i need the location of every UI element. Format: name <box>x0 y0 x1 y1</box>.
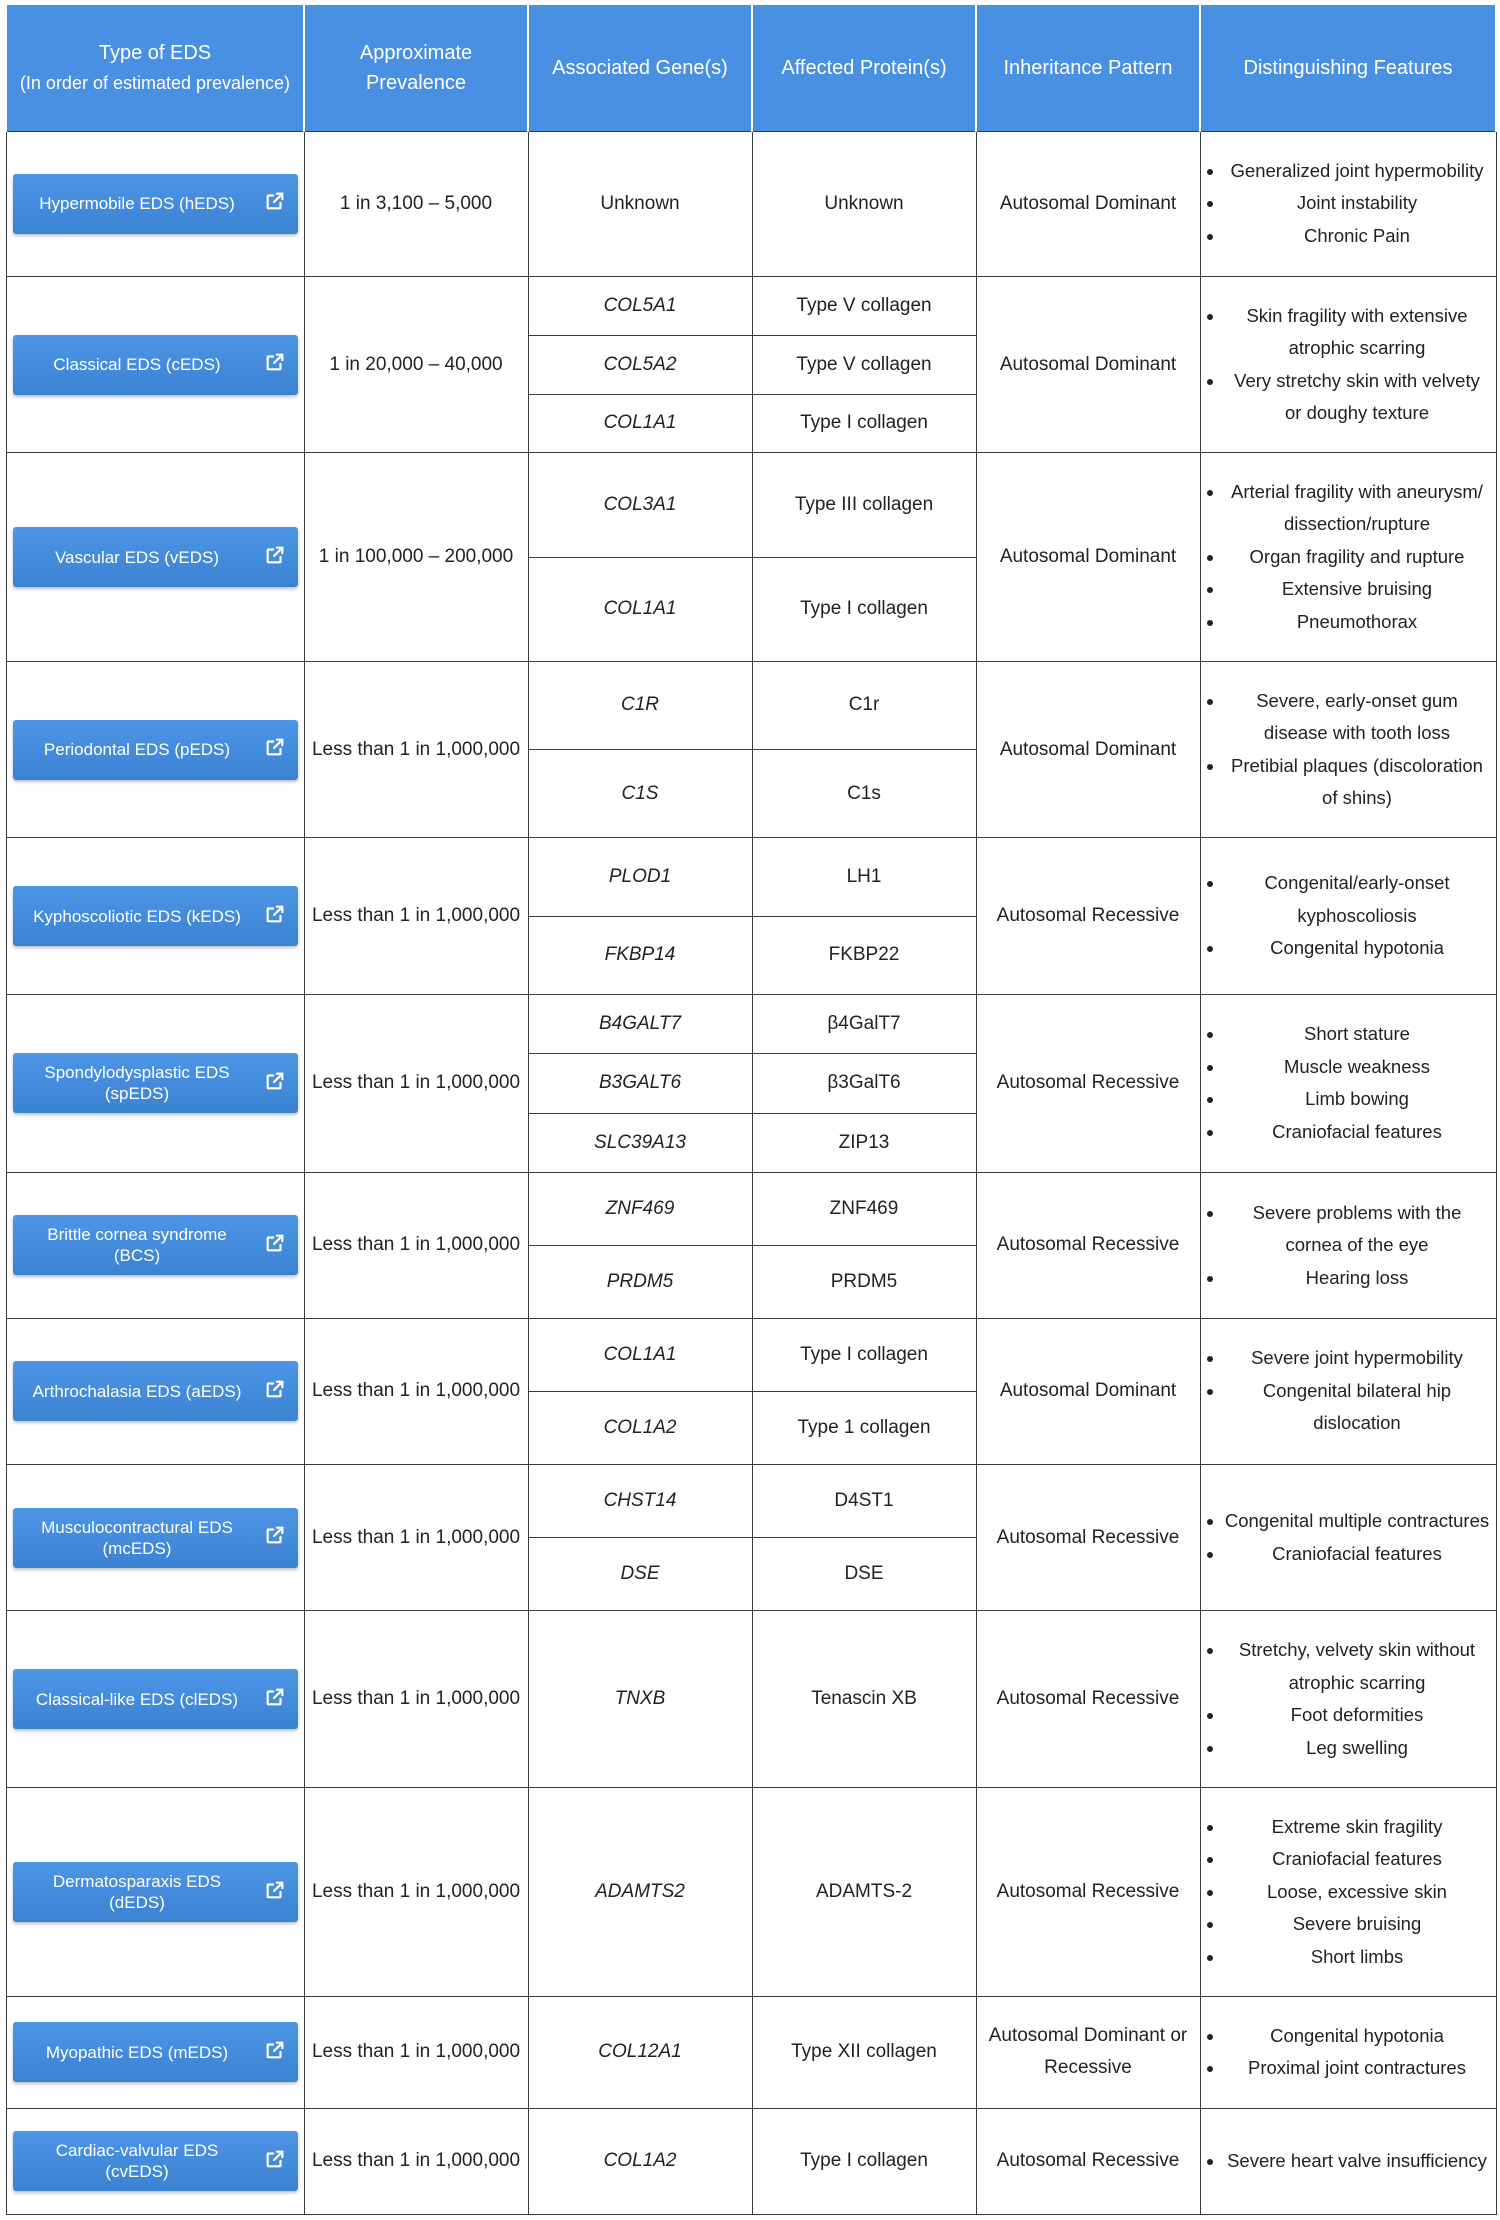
feature-item: • Hearing loss <box>1225 1262 1490 1295</box>
table-row <box>6 838 1496 916</box>
feature-item: • Short limbs <box>1225 1941 1490 1974</box>
prevalence-cell: 1 in 3,100 – 5,000 <box>304 131 528 276</box>
gene-cell: TNXB <box>528 1611 752 1787</box>
type-cell <box>6 661 304 837</box>
header-type-subtitle: (In order of estimated prevalence) <box>19 72 291 93</box>
eds-type-button[interactable] <box>13 335 298 395</box>
protein-cell: C1s <box>752 750 976 838</box>
feature-item: • Congenital multiple contractures <box>1225 1505 1490 1538</box>
gene-cell: COL1A1 <box>528 394 752 453</box>
prevalence-cell: Less than 1 in 1,000,000 <box>304 1997 528 2108</box>
feature-item: • Generalized joint hypermobility <box>1225 155 1490 188</box>
features-list <box>1207 867 1490 965</box>
features-list <box>1207 1197 1490 1295</box>
feature-item: • Pretibial plaques (discoloration of shins) <box>1225 750 1490 815</box>
type-cell <box>6 2108 304 2214</box>
protein-cell: Type I collagen <box>752 1318 976 1391</box>
protein-cell: Type 1 collagen <box>752 1391 976 1464</box>
eds-type-label: Kyphoscoliotic EDS (kEDS) <box>33 906 241 926</box>
protein-cell: C1r <box>752 661 976 749</box>
table-row <box>6 661 1496 749</box>
gene-cell: COL12A1 <box>528 1997 752 2108</box>
eds-type-label: Myopathic EDS (mEDS) <box>45 2042 229 2062</box>
protein-cell: ZIP13 <box>752 1113 976 1172</box>
feature-item: • Organ fragility and rupture <box>1225 541 1490 574</box>
features-list <box>1207 1811 1490 1974</box>
prevalence-cell: 1 in 20,000 – 40,000 <box>304 276 528 452</box>
feature-item: • Craniofacial features <box>1225 1843 1490 1876</box>
external-link-icon <box>264 1232 286 1259</box>
features-cell <box>1200 1464 1496 1610</box>
prevalence-cell: Less than 1 in 1,000,000 <box>304 2108 528 2214</box>
type-cell <box>6 1787 304 1997</box>
feature-item: • Pneumothorax <box>1225 606 1490 639</box>
table-row <box>6 1997 1496 2108</box>
protein-cell: Unknown <box>752 131 976 276</box>
gene-cell: COL1A2 <box>528 1391 752 1464</box>
table-row <box>6 1611 1496 1787</box>
feature-item: • Severe problems with the cornea of the eye <box>1225 1197 1490 1262</box>
type-cell <box>6 838 304 994</box>
type-cell <box>6 1997 304 2108</box>
type-cell <box>6 1318 304 1464</box>
header-prevalence: Approximate Prevalence <box>304 5 528 131</box>
feature-item: • Craniofacial features <box>1225 1538 1490 1571</box>
inheritance-cell: Autosomal Recessive <box>976 2108 1200 2214</box>
gene-cell: PRDM5 <box>528 1245 752 1318</box>
protein-cell: ZNF469 <box>752 1173 976 1246</box>
inheritance-cell: Autosomal Recessive <box>976 1787 1200 1997</box>
prevalence-cell: Less than 1 in 1,000,000 <box>304 1611 528 1787</box>
features-cell <box>1200 131 1496 276</box>
gene-cell: COL1A1 <box>528 1318 752 1391</box>
feature-item: • Severe joint hypermobility <box>1225 1342 1490 1375</box>
type-cell <box>6 131 304 276</box>
protein-cell: FKBP22 <box>752 916 976 994</box>
features-cell <box>1200 1997 1496 2108</box>
protein-cell: Tenascin XB <box>752 1611 976 1787</box>
header-inheritance: Inheritance Pattern <box>976 5 1200 131</box>
features-list <box>1207 1342 1490 1440</box>
feature-item: • Congenital bilateral hip dislocation <box>1225 1375 1490 1440</box>
gene-cell: ADAMTS2 <box>528 1787 752 1997</box>
feature-item: • Severe heart valve insufficiency <box>1225 2145 1490 2178</box>
feature-item: • Foot deformities <box>1225 1699 1490 1732</box>
external-link-icon <box>264 1524 286 1551</box>
gene-cell: DSE <box>528 1538 752 1611</box>
inheritance-cell: Autosomal Dominant <box>976 131 1200 276</box>
external-link-icon <box>264 1070 286 1097</box>
eds-type-label: Classical EDS (cEDS) <box>53 355 221 375</box>
prevalence-cell: Less than 1 in 1,000,000 <box>304 838 528 994</box>
features-list <box>1207 1018 1490 1148</box>
table-row <box>6 1787 1496 1997</box>
gene-cell: COL3A1 <box>528 453 752 557</box>
external-link-icon <box>264 1686 286 1713</box>
header-row <box>6 5 1496 131</box>
features-cell <box>1200 1318 1496 1464</box>
features-list <box>1207 685 1490 815</box>
inheritance-cell: Autosomal Recessive <box>976 1173 1200 1318</box>
protein-cell: Type I collagen <box>752 394 976 453</box>
external-link-icon <box>264 1879 286 1906</box>
feature-item: • Congenital/early-onset kyphoscoliosis <box>1225 867 1490 932</box>
gene-cell: COL5A2 <box>528 335 752 394</box>
eds-type-button[interactable] <box>13 2131 298 2191</box>
eds-type-button[interactable] <box>13 1508 298 1568</box>
feature-item: • Extensive bruising <box>1225 573 1490 606</box>
eds-types-table <box>5 5 1497 2215</box>
type-cell <box>6 1173 304 1318</box>
inheritance-cell: Autosomal Dominant <box>976 661 1200 837</box>
inheritance-cell: Autosomal Recessive <box>976 838 1200 994</box>
inheritance-cell: Autosomal Dominant <box>976 1318 1200 1464</box>
header-genes: Associated Gene(s) <box>528 5 752 131</box>
type-cell <box>6 994 304 1172</box>
protein-cell: D4ST1 <box>752 1464 976 1537</box>
header-type-title: Type of EDS <box>98 41 212 64</box>
inheritance-cell: Autosomal Recessive <box>976 1611 1200 1787</box>
gene-cell: SLC39A13 <box>528 1113 752 1172</box>
protein-cell: β3GalT6 <box>752 1054 976 1113</box>
feature-item: • Extreme skin fragility <box>1225 1811 1490 1844</box>
external-link-icon <box>264 544 286 571</box>
prevalence-cell: Less than 1 in 1,000,000 <box>304 1464 528 1610</box>
gene-cell: C1R <box>528 661 752 749</box>
eds-type-label: Dermatosparaxis EDS (dEDS) <box>52 1872 222 1913</box>
inheritance-cell: Autosomal Dominant or Recessive <box>976 1997 1200 2108</box>
external-link-icon <box>264 1378 286 1405</box>
protein-cell: Type XII collagen <box>752 1997 976 2108</box>
type-cell <box>6 1611 304 1787</box>
features-list <box>1207 155 1490 253</box>
external-link-icon <box>264 190 286 217</box>
features-cell <box>1200 276 1496 452</box>
features-cell <box>1200 453 1496 662</box>
eds-type-button[interactable] <box>13 1053 298 1113</box>
feature-item: • Proximal joint contractures <box>1225 2052 1490 2085</box>
type-cell <box>6 1464 304 1610</box>
features-list <box>1207 300 1490 430</box>
prevalence-cell: Less than 1 in 1,000,000 <box>304 661 528 837</box>
gene-cell: FKBP14 <box>528 916 752 994</box>
eds-type-button[interactable] <box>13 527 298 587</box>
gene-cell: B4GALT7 <box>528 994 752 1053</box>
feature-item: • Limb bowing <box>1225 1083 1490 1116</box>
inheritance-cell: Autosomal Dominant <box>976 276 1200 452</box>
features-cell <box>1200 838 1496 994</box>
features-list <box>1207 1505 1490 1570</box>
protein-cell: β4GalT7 <box>752 994 976 1053</box>
feature-item: • Congenital hypotonia <box>1225 932 1490 965</box>
feature-item: • Severe bruising <box>1225 1908 1490 1941</box>
eds-type-button[interactable] <box>13 174 298 234</box>
table-row <box>6 2108 1496 2214</box>
features-list <box>1207 2020 1490 2085</box>
feature-item: • Severe, early-onset gum disease with tooth loss <box>1225 685 1490 750</box>
feature-item: • Arterial fragility with aneurysm/ dissection/rupture <box>1225 476 1490 541</box>
table-row <box>6 131 1496 276</box>
gene-cell: PLOD1 <box>528 838 752 916</box>
feature-item: • Skin fragility with extensive atrophic scarring <box>1225 300 1490 365</box>
table-row <box>6 276 1496 335</box>
features-cell <box>1200 1611 1496 1787</box>
eds-type-label: Vascular EDS (vEDS) <box>54 547 220 567</box>
protein-cell: Type III collagen <box>752 453 976 557</box>
gene-cell: COL1A2 <box>528 2108 752 2214</box>
protein-cell: Type V collagen <box>752 276 976 335</box>
eds-type-button[interactable] <box>13 1669 298 1729</box>
type-cell <box>6 453 304 662</box>
features-cell <box>1200 1173 1496 1318</box>
features-cell <box>1200 994 1496 1172</box>
eds-type-button[interactable] <box>13 1215 298 1275</box>
eds-type-button[interactable] <box>13 2022 298 2082</box>
eds-type-label: Periodontal EDS (pEDS) <box>43 740 231 760</box>
prevalence-cell: Less than 1 in 1,000,000 <box>304 1173 528 1318</box>
feature-item: • Stretchy, velvety skin without atrophic scarring <box>1225 1634 1490 1699</box>
external-link-icon <box>264 2148 286 2175</box>
table-row <box>6 994 1496 1053</box>
table-row <box>6 1318 1496 1391</box>
prevalence-cell: Less than 1 in 1,000,000 <box>304 1318 528 1464</box>
header-features: Distinguishing Features <box>1200 5 1496 131</box>
header-proteins: Affected Protein(s) <box>752 5 976 131</box>
inheritance-cell: Autosomal Recessive <box>976 994 1200 1172</box>
feature-item: • Congenital hypotonia <box>1225 2020 1490 2053</box>
gene-cell: CHST14 <box>528 1464 752 1537</box>
feature-item: • Leg swelling <box>1225 1732 1490 1765</box>
protein-cell: Type I collagen <box>752 557 976 661</box>
external-link-icon <box>264 351 286 378</box>
feature-item: • Joint instability <box>1225 187 1490 220</box>
header-type <box>6 5 304 131</box>
gene-cell: ZNF469 <box>528 1173 752 1246</box>
protein-cell: DSE <box>752 1538 976 1611</box>
feature-item: • Chronic Pain <box>1225 220 1490 253</box>
feature-item: • Short stature <box>1225 1018 1490 1051</box>
eds-type-label: Cardiac-valvular EDS (cvEDS) <box>55 2141 219 2182</box>
eds-type-label: Spondylodysplastic EDS (spEDS) <box>44 1063 230 1104</box>
gene-cell: B3GALT6 <box>528 1054 752 1113</box>
eds-type-button[interactable] <box>13 1361 298 1421</box>
table-row <box>6 1173 1496 1246</box>
external-link-icon <box>264 2039 286 2066</box>
eds-type-button[interactable] <box>13 720 298 780</box>
table-row <box>6 1464 1496 1537</box>
eds-type-button[interactable] <box>13 886 298 946</box>
eds-type-label: Brittle cornea syndrome (BCS) <box>47 1225 227 1266</box>
protein-cell: PRDM5 <box>752 1245 976 1318</box>
protein-cell: Type V collagen <box>752 335 976 394</box>
prevalence-cell: Less than 1 in 1,000,000 <box>304 1787 528 1997</box>
gene-cell: C1S <box>528 750 752 838</box>
external-link-icon <box>264 736 286 763</box>
feature-item: • Muscle weakness <box>1225 1051 1490 1084</box>
inheritance-cell: Autosomal Recessive <box>976 1464 1200 1610</box>
eds-type-label: Musculocontractural EDS (mcEDS) <box>41 1517 233 1558</box>
eds-type-label: Arthrochalasia EDS (aEDS) <box>32 1381 242 1401</box>
features-list <box>1207 2145 1490 2178</box>
feature-item: • Craniofacial features <box>1225 1116 1490 1149</box>
external-link-icon <box>264 903 286 930</box>
protein-cell: Type I collagen <box>752 2108 976 2214</box>
table-row <box>6 453 1496 557</box>
eds-type-label: Hypermobile EDS (hEDS) <box>39 194 235 214</box>
features-list <box>1207 476 1490 639</box>
table-body <box>6 131 1496 2215</box>
gene-cell: COL1A1 <box>528 557 752 661</box>
protein-cell: ADAMTS-2 <box>752 1787 976 1997</box>
type-cell <box>6 276 304 452</box>
feature-item: • Loose, excessive skin <box>1225 1876 1490 1909</box>
prevalence-cell: Less than 1 in 1,000,000 <box>304 994 528 1172</box>
gene-cell: COL5A1 <box>528 276 752 335</box>
protein-cell: LH1 <box>752 838 976 916</box>
features-list <box>1207 1634 1490 1764</box>
feature-item: • Very stretchy skin with velvety or doughy texture <box>1225 365 1490 430</box>
features-cell <box>1200 1787 1496 1997</box>
eds-type-label: Classical-like EDS (clEDS) <box>35 1689 239 1709</box>
prevalence-cell: 1 in 100,000 – 200,000 <box>304 453 528 662</box>
features-cell <box>1200 661 1496 837</box>
gene-cell: Unknown <box>528 131 752 276</box>
inheritance-cell: Autosomal Dominant <box>976 453 1200 662</box>
eds-type-button[interactable] <box>13 1862 298 1922</box>
features-cell <box>1200 2108 1496 2214</box>
